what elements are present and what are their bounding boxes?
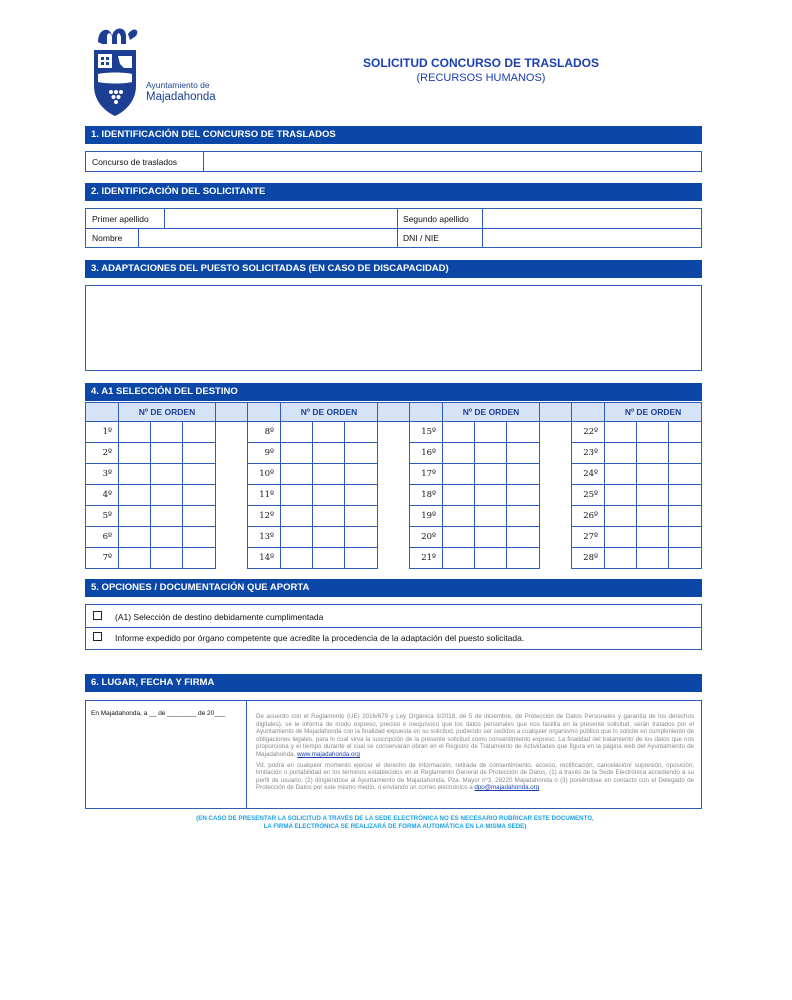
grid-position-number: 24º	[572, 464, 605, 485]
place-date-field[interactable]: En Majadahonda, a __ de ________ de 20___	[91, 710, 226, 717]
section-5-options	[85, 604, 702, 650]
grid-orden-input[interactable]	[669, 422, 702, 443]
adaptaciones-textarea[interactable]	[85, 285, 702, 371]
grid-position-number: 19º	[410, 506, 443, 527]
grid-orden-input[interactable]	[475, 506, 507, 527]
option-1-label: (A1) Selección de destino debidamente cumplimentada	[115, 612, 324, 622]
grid-orden-input[interactable]	[151, 422, 183, 443]
grid-position-number: 16º	[410, 443, 443, 464]
grid-orden-input[interactable]	[281, 506, 313, 527]
grid-orden-input[interactable]	[605, 506, 637, 527]
segundo-apellido-input[interactable]	[483, 209, 701, 228]
grid-orden-input[interactable]	[669, 548, 702, 569]
grid-orden-input[interactable]	[669, 464, 702, 485]
grid-orden-input[interactable]	[605, 422, 637, 443]
grid-header-blank	[248, 403, 281, 422]
grid-orden-input[interactable]	[313, 548, 345, 569]
section-2-table	[85, 208, 702, 248]
primer-apellido-input[interactable]	[165, 209, 397, 228]
option-2-label: Informe expedido por órgano competente que acredite la procedencia de la adaptación del puesto solicitada.	[115, 633, 525, 643]
grid-orden-input[interactable]	[151, 485, 183, 506]
grid-orden-input[interactable]	[281, 443, 313, 464]
grid-orden-input[interactable]	[443, 443, 475, 464]
grid-orden-input[interactable]	[345, 443, 378, 464]
grid-position-number: 14º	[248, 548, 281, 569]
grid-spacer	[540, 527, 572, 548]
grid-row	[86, 506, 702, 527]
grid-orden-input[interactable]	[443, 506, 475, 527]
grid-row	[86, 527, 702, 548]
grid-position-number: 28º	[572, 548, 605, 569]
grid-orden-input[interactable]	[605, 548, 637, 569]
grid-header-blank	[86, 403, 119, 422]
grid-header-spacer	[378, 403, 410, 422]
grid-orden-input[interactable]	[475, 485, 507, 506]
grid-orden-input[interactable]	[443, 548, 475, 569]
grid-header-orden: Nº DE ORDEN	[119, 403, 216, 422]
grid-orden-input[interactable]	[345, 464, 378, 485]
grid-position-number: 2º	[86, 443, 119, 464]
grid-position-number: 15º	[410, 422, 443, 443]
grid-orden-input[interactable]	[281, 548, 313, 569]
grid-position-number: 22º	[572, 422, 605, 443]
grid-orden-input[interactable]	[183, 548, 216, 569]
grid-spacer	[378, 443, 410, 464]
grid-orden-input[interactable]	[637, 548, 669, 569]
grid-orden-input[interactable]	[313, 443, 345, 464]
grid-position-number: 18º	[410, 485, 443, 506]
grid-spacer	[540, 464, 572, 485]
grid-position-number: 7º	[86, 548, 119, 569]
grid-position-number: 20º	[410, 527, 443, 548]
dni-label: DNI / NIE	[403, 233, 439, 243]
grid-orden-input[interactable]	[183, 506, 216, 527]
grid-spacer	[216, 443, 248, 464]
grid-orden-input[interactable]	[637, 527, 669, 548]
grid-spacer	[216, 548, 248, 569]
grid-header-orden: Nº DE ORDEN	[281, 403, 378, 422]
section-1-header: 1. IDENTIFICACIÓN DEL CONCURSO DE TRASLADOS	[85, 126, 702, 144]
grid-spacer	[378, 527, 410, 548]
footer-line-2: LA FIRMA ELECTRÓNICA SE REALIZARÁ DE FORMA AUTOMÁTICA EN LA MISMA SEDE)	[263, 823, 527, 830]
grid-spacer	[540, 443, 572, 464]
grid-orden-input[interactable]	[313, 464, 345, 485]
data-protection-notice	[256, 713, 694, 795]
nombre-label: Nombre	[92, 233, 123, 243]
grid-spacer	[378, 485, 410, 506]
grid-position-number: 21º	[410, 548, 443, 569]
grid-orden-input[interactable]	[119, 548, 151, 569]
grid-orden-input[interactable]	[313, 422, 345, 443]
grid-orden-input[interactable]	[183, 443, 216, 464]
grid-orden-input[interactable]	[313, 527, 345, 548]
grid-orden-input[interactable]	[281, 485, 313, 506]
grid-header-row	[86, 403, 702, 422]
grid-orden-input[interactable]	[605, 443, 637, 464]
grid-orden-input[interactable]	[119, 443, 151, 464]
grid-header-blank	[572, 403, 605, 422]
grid-orden-input[interactable]	[669, 527, 702, 548]
grid-orden-input[interactable]	[119, 527, 151, 548]
concurso-input[interactable]	[205, 152, 701, 171]
destino-selection-grid	[85, 402, 702, 569]
grid-orden-input[interactable]	[637, 422, 669, 443]
grid-orden-input[interactable]	[183, 422, 216, 443]
grid-orden-input[interactable]	[281, 464, 313, 485]
segundo-apellido-label: Segundo apellido	[403, 214, 469, 224]
grid-orden-input[interactable]	[507, 464, 540, 485]
grid-header-spacer	[540, 403, 572, 422]
option-1-checkbox[interactable]	[93, 611, 102, 620]
grid-position-number: 8º	[248, 422, 281, 443]
grid-position-number: 10º	[248, 464, 281, 485]
grid-position-number: 23º	[572, 443, 605, 464]
grid-spacer	[216, 527, 248, 548]
grid-spacer	[216, 464, 248, 485]
grid-spacer	[540, 485, 572, 506]
grid-orden-input[interactable]	[119, 506, 151, 527]
grid-orden-input[interactable]	[475, 527, 507, 548]
grid-row	[86, 548, 702, 569]
electronic-signature-note	[150, 815, 640, 831]
logo-line-2: Majadahonda	[146, 91, 216, 103]
section-1-row	[85, 151, 702, 172]
grid-orden-input[interactable]	[443, 527, 475, 548]
grid-spacer	[540, 506, 572, 527]
grid-spacer	[216, 506, 248, 527]
grid-orden-input[interactable]	[669, 443, 702, 464]
grid-orden-input[interactable]	[345, 506, 378, 527]
grid-position-number: 27º	[572, 527, 605, 548]
grid-spacer	[216, 485, 248, 506]
grid-spacer	[216, 422, 248, 443]
grid-orden-input[interactable]	[281, 527, 313, 548]
grid-orden-input[interactable]	[345, 527, 378, 548]
option-2-checkbox[interactable]	[93, 632, 102, 641]
logo-line-1: Ayuntamiento de	[146, 80, 210, 90]
grid-orden-input[interactable]	[183, 464, 216, 485]
grid-orden-input[interactable]	[507, 527, 540, 548]
grid-orden-input[interactable]	[443, 422, 475, 443]
grid-orden-input[interactable]	[605, 527, 637, 548]
grid-orden-input[interactable]	[507, 485, 540, 506]
grid-position-number: 11º	[248, 485, 281, 506]
document-subtitle: (RECURSOS HUMANOS)	[416, 72, 546, 84]
footer-line-1: (EN CASO DE PRESENTAR LA SOLICITUD A TRAVÉS DE LA SEDE ELECTRÓNICA NO ES NECESARIO RUBRICAR ESTE DOCUMENTO,	[196, 815, 594, 822]
legal-paragraph-1: De acuerdo con el Reglamento (UE) 2016/679 y Ley Orgánica 3/2018, de 5 de diciembre, de Protección de Datos Personales y garantía de los derechos digitales), se le informa de modo expreso, preciso e inequívoco que los datos personales que nos facilita en la presente solicitud, serán tratados por el Ayuntamiento de Majadahonda con la finalidad expuesta en su solicitud, pudiendo ser cedidos a cualquier organismo público que lo solicite en cumplimiento de obligaciones legales, para lo cual sirva la suscripción de la presente solicitud como consentimiento expreso. La finalidad del tratamiento de los datos que nos proporciona y el tiempo durante el cual se conservarán obran en el Registro de Tratamiento de Actividades que figura en la página web del Ayuntamiento de Majadahonda,	[256, 713, 694, 758]
grid-spacer	[540, 422, 572, 443]
grid-orden-input[interactable]	[345, 422, 378, 443]
dpo-email-link[interactable]: dpo@majadahonda.org	[474, 784, 540, 792]
grid-header-spacer	[216, 403, 248, 422]
grid-position-number: 17º	[410, 464, 443, 485]
section-2-header: 2. IDENTIFICACIÓN DEL SOLICITANTE	[85, 183, 702, 201]
grid-orden-input[interactable]	[281, 422, 313, 443]
concurso-label: Concurso de traslados	[92, 157, 178, 167]
grid-position-number: 12º	[248, 506, 281, 527]
grid-orden-input[interactable]	[119, 422, 151, 443]
grid-header-orden: Nº DE ORDEN	[443, 403, 540, 422]
grid-spacer	[378, 422, 410, 443]
grid-orden-input[interactable]	[313, 506, 345, 527]
document-title: SOLICITUD CONCURSO DE TRASLADOS	[362, 56, 599, 70]
majadahonda-link[interactable]: www.majadahonda.org	[296, 750, 360, 758]
grid-orden-input[interactable]	[605, 464, 637, 485]
legal-paragraph-2: Vd. podrá en cualquier momento ejercer el derecho de información, retirada de consentimiento, acceso, rectificación, cancelación/ supresión, oposición, limitación o portabilidad en los términos establecidos en el Reglamento General de Protección de Datos, (1) a través de la Sede Electrónica accediendo a su perfil de usuario, (2) dirigiéndose al Ayuntamiento de Majadahonda, Pza. Mayor nº3, 28220 Majadahonda o (3) poniéndose en contacto con el Delegado de Protección de Datos por este mismo medio, o enviando un correo electrónico a	[256, 761, 694, 792]
grid-orden-input[interactable]	[443, 485, 475, 506]
grid-orden-input[interactable]	[507, 506, 540, 527]
grid-row	[86, 443, 702, 464]
grid-orden-input[interactable]	[151, 548, 183, 569]
grid-row	[86, 464, 702, 485]
grid-position-number: 25º	[572, 485, 605, 506]
dni-input[interactable]	[483, 229, 701, 247]
grid-orden-input[interactable]	[183, 527, 216, 548]
grid-orden-input[interactable]	[151, 527, 183, 548]
grid-position-number: 3º	[86, 464, 119, 485]
grid-orden-input[interactable]	[443, 464, 475, 485]
grid-orden-input[interactable]	[507, 422, 540, 443]
grid-orden-input[interactable]	[669, 506, 702, 527]
grid-orden-input[interactable]	[637, 485, 669, 506]
grid-orden-input[interactable]	[151, 506, 183, 527]
grid-orden-input[interactable]	[637, 443, 669, 464]
grid-orden-input[interactable]	[119, 464, 151, 485]
grid-position-number: 26º	[572, 506, 605, 527]
section-6-header: 6. LUGAR, FECHA Y FIRMA	[85, 674, 702, 692]
section-5-header: 5. OPCIONES / DOCUMENTACIÓN QUE APORTA	[85, 579, 702, 597]
grid-spacer	[540, 548, 572, 569]
grid-spacer	[378, 506, 410, 527]
grid-orden-input[interactable]	[313, 485, 345, 506]
grid-spacer	[378, 464, 410, 485]
grid-orden-input[interactable]	[475, 422, 507, 443]
grid-header-orden: Nº DE ORDEN	[605, 403, 702, 422]
grid-position-number: 9º	[248, 443, 281, 464]
section-3-header: 3. ADAPTACIONES DEL PUESTO SOLICITADAS (EN CASO DE DISCAPACIDAD)	[85, 260, 702, 278]
grid-orden-input[interactable]	[183, 485, 216, 506]
grid-orden-input[interactable]	[119, 485, 151, 506]
grid-spacer	[378, 548, 410, 569]
grid-orden-input[interactable]	[669, 485, 702, 506]
grid-position-number: 6º	[86, 527, 119, 548]
grid-orden-input[interactable]	[637, 506, 669, 527]
section-4-header: 4. A1 SELECCIÓN DEL DESTINO	[85, 383, 702, 401]
grid-position-number: 1º	[86, 422, 119, 443]
primer-apellido-label: Primer apellido	[92, 214, 149, 224]
grid-row	[86, 485, 702, 506]
grid-position-number: 13º	[248, 527, 281, 548]
grid-orden-input[interactable]	[637, 464, 669, 485]
grid-orden-input[interactable]	[507, 443, 540, 464]
grid-row	[86, 422, 702, 443]
grid-orden-input[interactable]	[475, 548, 507, 569]
grid-orden-input[interactable]	[605, 485, 637, 506]
logo-text	[146, 80, 216, 104]
grid-position-number: 5º	[86, 506, 119, 527]
grid-orden-input[interactable]	[345, 548, 378, 569]
grid-orden-input[interactable]	[475, 464, 507, 485]
nombre-input[interactable]	[139, 229, 397, 247]
grid-orden-input[interactable]	[151, 464, 183, 485]
grid-orden-input[interactable]	[151, 443, 183, 464]
grid-orden-input[interactable]	[475, 443, 507, 464]
grid-header-blank	[410, 403, 443, 422]
grid-orden-input[interactable]	[345, 485, 378, 506]
grid-orden-input[interactable]	[507, 548, 540, 569]
grid-position-number: 4º	[86, 485, 119, 506]
